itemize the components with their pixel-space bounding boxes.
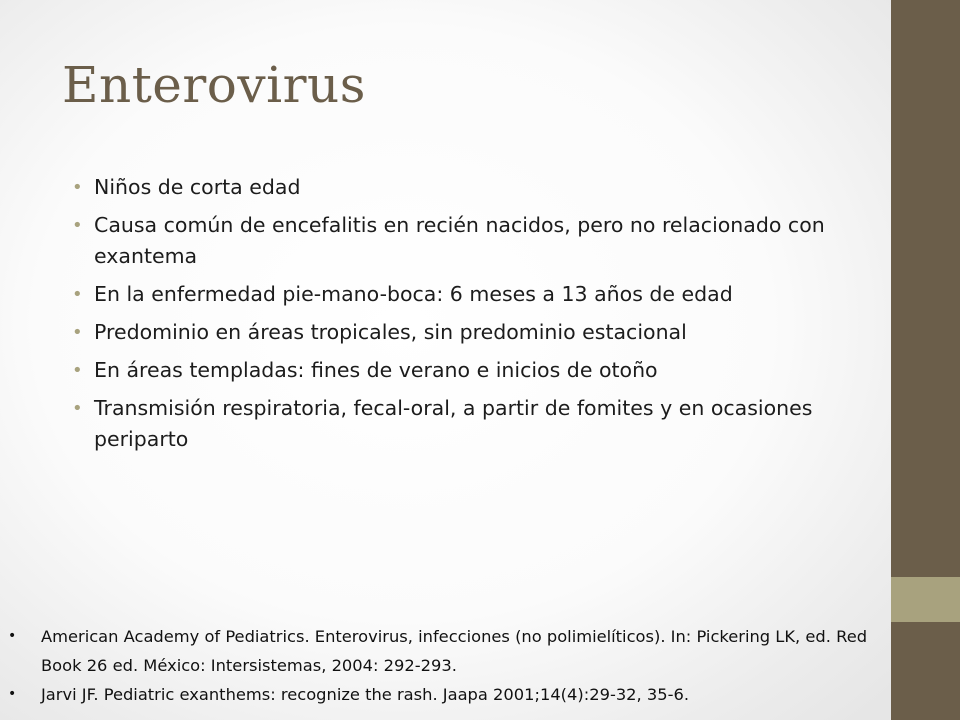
bullet-text: Transmisión respiratoria, fecal-oral, a partir de fomites y en ocasiones periparto <box>94 396 813 451</box>
bullet-dot-icon: • <box>72 322 83 343</box>
bullet-text: En la enfermedad pie-mano-boca: 6 meses a 13 años de edad <box>94 282 733 306</box>
reference-list <box>8 622 883 709</box>
reference-item <box>8 680 883 709</box>
reference-item <box>8 622 883 680</box>
bullet-dot-icon: • <box>72 398 83 419</box>
bullet-list <box>70 172 860 462</box>
bullet-text: Causa común de encefalitis en recién nacidos, pero no relacionado con exantema <box>94 213 825 268</box>
bullet-item <box>70 317 860 348</box>
bullet-text: Predominio en áreas tropicales, sin predominio estacional <box>94 320 687 344</box>
bullet-text: En áreas templadas: fines de verano e inicios de otoño <box>94 358 658 382</box>
bullet-item <box>70 210 860 272</box>
bullet-dot-icon: • <box>72 284 83 305</box>
bullet-item <box>70 393 860 455</box>
bullet-item <box>70 172 860 203</box>
side-accent-bar-middle <box>891 577 960 622</box>
bullet-item <box>70 279 860 310</box>
bullet-dot-icon: • <box>72 215 83 236</box>
bullet-dot-icon: • <box>8 628 17 644</box>
bullet-dot-icon: • <box>72 360 83 381</box>
reference-text: Jarvi JF. Pediatric exanthems: recognize the rash. Jaapa 2001;14(4):29-32, 35-6. <box>41 685 690 704</box>
side-accent-bar-top <box>891 0 960 577</box>
reference-text: American Academy of Pediatrics. Enterovirus, infecciones (no polimielíticos). In: Pickering LK, ed. Red Book 26 ed. México: Intersistemas, 2004: 292-293. <box>41 627 868 675</box>
side-accent-bar-bottom <box>891 622 960 720</box>
bullet-dot-icon: • <box>72 177 83 198</box>
bullet-dot-icon: • <box>8 686 17 702</box>
bullet-item <box>70 355 860 386</box>
slide-title: Enterovirus <box>62 56 366 114</box>
bullet-text: Niños de corta edad <box>94 175 301 199</box>
